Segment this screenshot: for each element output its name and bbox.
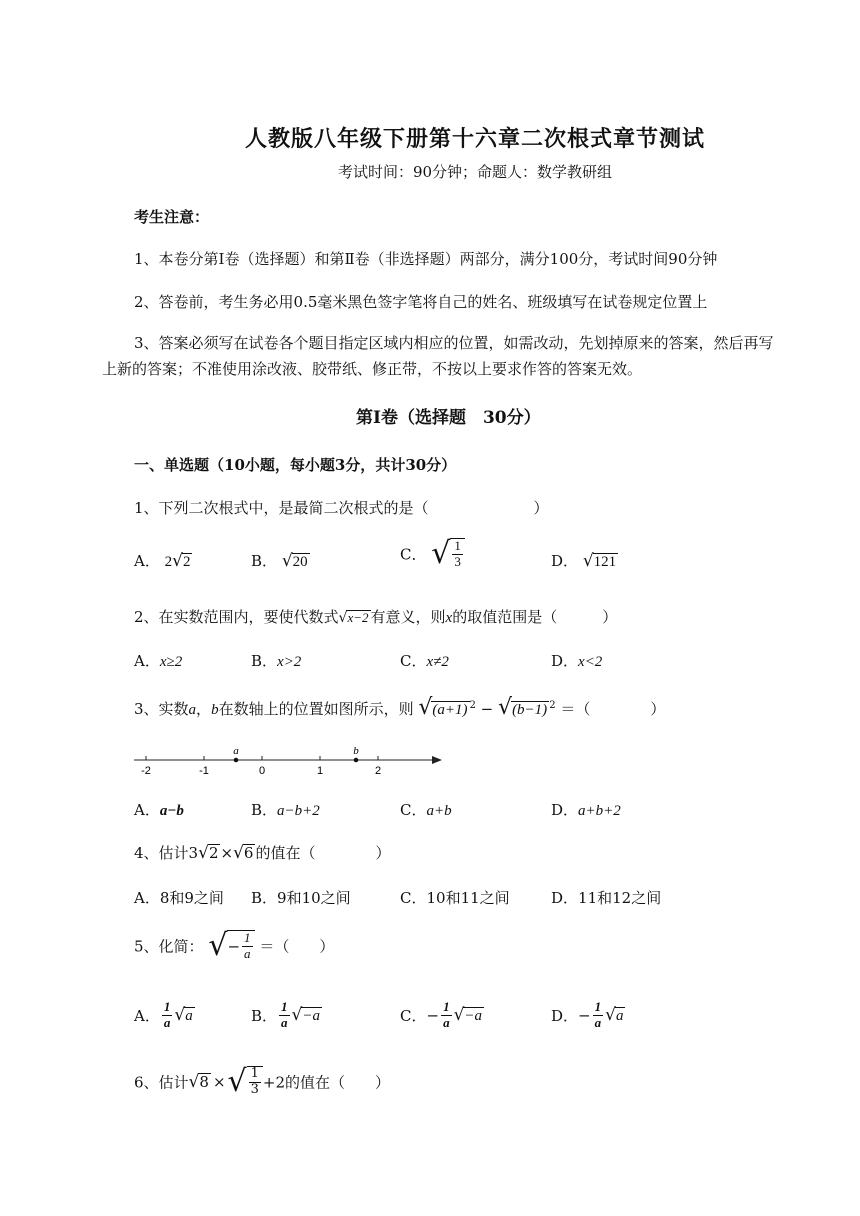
q5-option-c: C．− $\frac{1}{a}$ √−a <box>400 999 483 1030</box>
q1-option-a: A． 2√2 <box>134 551 191 571</box>
q3-option-c: C．a+b <box>400 801 452 819</box>
tick-label: 1 <box>316 765 324 777</box>
point-b-dot <box>354 758 359 763</box>
q4-option-b: B．9和10之间 <box>251 889 351 907</box>
q5-option-b: B． $\frac{1}{a}$ √−a <box>251 999 320 1030</box>
q1-option-c: C． √ $\frac{1}{3}$ <box>400 538 465 570</box>
q1-stem: 1、下列二次根式中，是最简二次根式的是（ ） <box>134 499 549 517</box>
q4-option-c: C．10和11之间 <box>400 889 510 907</box>
q3-option-a: A．a−b <box>134 801 184 819</box>
notice-item-3-cont: 上新的答案；不准使用涂改液、胶带纸、修正带，不按以上要求作答的答案无效。 <box>102 360 643 378</box>
point-a-dot <box>234 758 239 763</box>
notice-item-3: 3、答案必须写在试卷各个题目指定区域内相应的位置，如需改动，先划掉原来的答案，然后再写 <box>134 334 774 352</box>
q1-option-d: D． √121 <box>551 551 617 571</box>
part-heading: 一、单选题（10小题，每小题3分，共计30分） <box>134 456 457 474</box>
q5-option-a: A． $\frac{1}{a}$ √a <box>134 999 193 1030</box>
q2-option-a: A．x≥2 <box>134 652 183 670</box>
q6-stem: 6、估计√8 ×√ $\frac{1}{3}$ +2的值在（ ） <box>134 1063 391 1099</box>
q5-option-d: D．− $\frac{1}{a}$ √a <box>551 999 624 1030</box>
q4-option-d: D．11和12之间 <box>551 889 662 907</box>
tick-label: 2 <box>374 765 382 777</box>
q1-option-b: B． √20 <box>251 551 308 571</box>
tick-label: -2 <box>141 765 151 777</box>
q3-option-d: D．a+b+2 <box>551 801 621 819</box>
notice-heading: 考生注意： <box>134 208 210 226</box>
q2-stem: 2、在实数范围内，要使代数式√x−2 有意义，则x的取值范围是（ ） <box>134 608 618 626</box>
point-a-label: a <box>233 745 239 757</box>
q2-option-b: B．x>2 <box>251 652 302 670</box>
tick-label: 0 <box>258 765 266 777</box>
q2-option-c: C．x≠2 <box>400 652 449 670</box>
q3-option-b: B．a−b+2 <box>251 801 320 819</box>
tick-marks <box>146 756 378 760</box>
q4-stem: 4、估计3√2 ×√6 的值在（ ） <box>134 843 391 863</box>
section-title: 第Ⅰ卷（选择题 30分） <box>356 408 541 428</box>
q2-option-d: D．x<2 <box>551 652 603 670</box>
point-b-label: b <box>353 745 359 757</box>
q4-option-a: A．8和9之间 <box>134 889 224 907</box>
notice-item-2: 2、答卷前，考生务必用0.5毫米黑色签字笔将自己的姓名、班级填写在试卷规定位置上 <box>134 293 708 311</box>
page-title: 人教版八年级下册第十六章二次根式章节测试 <box>244 126 705 152</box>
notice-item-1: 1、本卷分第Ⅰ卷（选择题）和第Ⅱ卷（非选择题）两部分，满分100分，考试时间90分钟 <box>134 250 718 268</box>
q3-stem: 3、实数a，b在数轴上的位置如图所示，则 √(a+1) $^2$ − √(b−1) $^2$ ＝（ ） <box>134 695 666 720</box>
number-line <box>130 742 446 778</box>
q5-stem: 5、化简： √− $\frac{1}{a}$ ＝（ ） <box>134 927 335 963</box>
page-subtitle: 考试时间：90分钟；命题人：数学教研组 <box>337 163 613 181</box>
tick-label: -1 <box>199 765 209 777</box>
